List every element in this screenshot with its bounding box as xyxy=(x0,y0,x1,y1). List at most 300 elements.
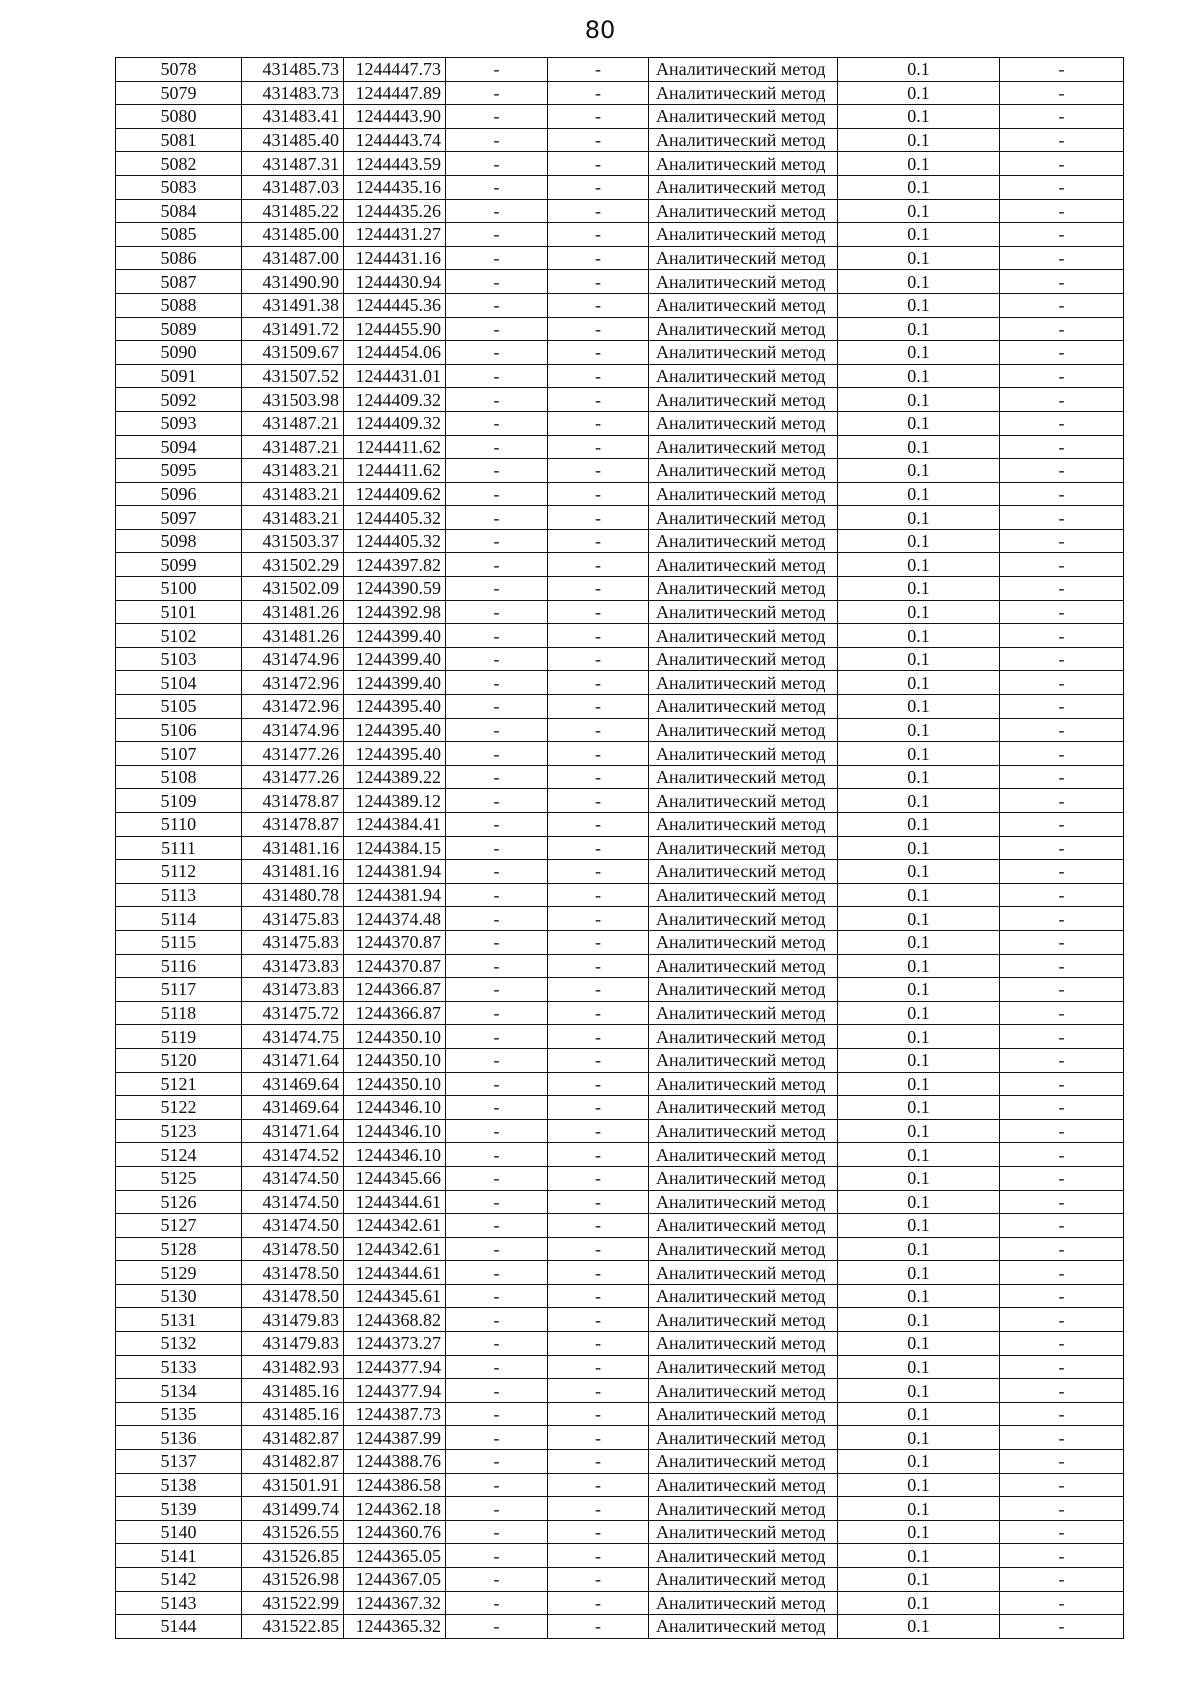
dash-cell: - xyxy=(548,1520,649,1544)
method-cell: Аналитический метод xyxy=(649,1402,838,1426)
method-cell: Аналитический метод xyxy=(649,1143,838,1167)
x-coordinate: 431478.50 xyxy=(242,1237,344,1261)
x-coordinate: 431483.21 xyxy=(242,506,344,530)
point-number: 5081 xyxy=(116,128,242,152)
dash-cell: - xyxy=(548,1497,649,1521)
table-row xyxy=(116,1190,1124,1214)
table-row xyxy=(116,907,1124,931)
y-coordinate: 1244431.27 xyxy=(344,223,446,247)
dash-cell: - xyxy=(548,246,649,270)
y-coordinate: 1244395.40 xyxy=(344,695,446,719)
dash-cell: - xyxy=(548,1544,649,1568)
accuracy-value: 0.1 xyxy=(838,1072,1000,1096)
dash-cell: - xyxy=(1000,930,1124,954)
table-row xyxy=(116,978,1124,1002)
method-cell: Аналитический метод xyxy=(649,978,838,1002)
y-coordinate: 1244397.82 xyxy=(344,553,446,577)
method-cell: Аналитический метод xyxy=(649,813,838,837)
dash-cell: - xyxy=(1000,1568,1124,1592)
table-row xyxy=(116,223,1124,247)
dash-cell: - xyxy=(1000,765,1124,789)
dash-cell: - xyxy=(548,105,649,129)
dash-cell: - xyxy=(548,954,649,978)
point-number: 5125 xyxy=(116,1166,242,1190)
dash-cell: - xyxy=(1000,199,1124,223)
x-coordinate: 431482.87 xyxy=(242,1426,344,1450)
dash-cell: - xyxy=(1000,742,1124,766)
y-coordinate: 1244368.82 xyxy=(344,1308,446,1332)
y-coordinate: 1244374.48 xyxy=(344,907,446,931)
accuracy-value: 0.1 xyxy=(838,1308,1000,1332)
point-number: 5082 xyxy=(116,152,242,176)
point-number: 5116 xyxy=(116,954,242,978)
dash-cell: - xyxy=(1000,954,1124,978)
method-cell: Аналитический метод xyxy=(649,930,838,954)
y-coordinate: 1244411.62 xyxy=(344,435,446,459)
y-coordinate: 1244386.58 xyxy=(344,1473,446,1497)
point-number: 5103 xyxy=(116,647,242,671)
dash-cell: - xyxy=(548,930,649,954)
dash-cell: - xyxy=(446,199,548,223)
dash-cell: - xyxy=(1000,223,1124,247)
dash-cell: - xyxy=(446,1190,548,1214)
accuracy-value: 0.1 xyxy=(838,813,1000,837)
dash-cell: - xyxy=(446,978,548,1002)
dash-cell: - xyxy=(446,1520,548,1544)
table-row xyxy=(116,293,1124,317)
x-coordinate: 431526.55 xyxy=(242,1520,344,1544)
x-coordinate: 431501.91 xyxy=(242,1473,344,1497)
method-cell: Аналитический метод xyxy=(649,364,838,388)
dash-cell: - xyxy=(446,1379,548,1403)
method-cell: Аналитический метод xyxy=(649,671,838,695)
accuracy-value: 0.1 xyxy=(838,317,1000,341)
dash-cell: - xyxy=(446,317,548,341)
dash-cell: - xyxy=(1000,1332,1124,1356)
dash-cell: - xyxy=(446,105,548,129)
accuracy-value: 0.1 xyxy=(838,789,1000,813)
accuracy-value: 0.1 xyxy=(838,459,1000,483)
dash-cell: - xyxy=(548,883,649,907)
dash-cell: - xyxy=(446,388,548,412)
x-coordinate: 431487.21 xyxy=(242,435,344,459)
dash-cell: - xyxy=(548,1450,649,1474)
point-number: 5113 xyxy=(116,883,242,907)
dash-cell: - xyxy=(1000,1284,1124,1308)
accuracy-value: 0.1 xyxy=(838,435,1000,459)
method-cell: Аналитический метод xyxy=(649,317,838,341)
x-coordinate: 431485.16 xyxy=(242,1379,344,1403)
dash-cell: - xyxy=(548,152,649,176)
table-row xyxy=(116,1355,1124,1379)
method-cell: Аналитический метод xyxy=(649,1096,838,1120)
point-number: 5128 xyxy=(116,1237,242,1261)
table-row xyxy=(116,364,1124,388)
dash-cell: - xyxy=(548,1001,649,1025)
dash-cell: - xyxy=(548,907,649,931)
point-number: 5117 xyxy=(116,978,242,1002)
dash-cell: - xyxy=(548,1025,649,1049)
dash-cell: - xyxy=(1000,1025,1124,1049)
y-coordinate: 1244365.05 xyxy=(344,1544,446,1568)
method-cell: Аналитический метод xyxy=(649,1379,838,1403)
method-cell: Аналитический метод xyxy=(649,742,838,766)
dash-cell: - xyxy=(446,671,548,695)
x-coordinate: 431526.98 xyxy=(242,1568,344,1592)
dash-cell: - xyxy=(548,388,649,412)
dash-cell: - xyxy=(446,175,548,199)
method-cell: Аналитический метод xyxy=(649,1355,838,1379)
method-cell: Аналитический метод xyxy=(649,1332,838,1356)
table-row xyxy=(116,860,1124,884)
table-row xyxy=(116,1473,1124,1497)
method-cell: Аналитический метод xyxy=(649,1591,838,1615)
dash-cell: - xyxy=(1000,718,1124,742)
dash-cell: - xyxy=(446,1544,548,1568)
dash-cell: - xyxy=(446,1048,548,1072)
x-coordinate: 431485.16 xyxy=(242,1402,344,1426)
method-cell: Аналитический метод xyxy=(649,199,838,223)
dash-cell: - xyxy=(446,1332,548,1356)
dash-cell: - xyxy=(1000,435,1124,459)
method-cell: Аналитический метод xyxy=(649,883,838,907)
y-coordinate: 1244389.12 xyxy=(344,789,446,813)
method-cell: Аналитический метод xyxy=(649,1001,838,1025)
method-cell: Аналитический метод xyxy=(649,1166,838,1190)
y-coordinate: 1244384.41 xyxy=(344,813,446,837)
accuracy-value: 0.1 xyxy=(838,128,1000,152)
point-number: 5127 xyxy=(116,1214,242,1238)
y-coordinate: 1244381.94 xyxy=(344,860,446,884)
table-row xyxy=(116,1308,1124,1332)
accuracy-value: 0.1 xyxy=(838,1025,1000,1049)
dash-cell: - xyxy=(1000,1143,1124,1167)
dash-cell: - xyxy=(1000,836,1124,860)
accuracy-value: 0.1 xyxy=(838,1261,1000,1285)
dash-cell: - xyxy=(446,1568,548,1592)
point-number: 5124 xyxy=(116,1143,242,1167)
method-cell: Аналитический метод xyxy=(649,506,838,530)
dash-cell: - xyxy=(1000,411,1124,435)
point-number: 5143 xyxy=(116,1591,242,1615)
dash-cell: - xyxy=(1000,1214,1124,1238)
accuracy-value: 0.1 xyxy=(838,1426,1000,1450)
dash-cell: - xyxy=(1000,1497,1124,1521)
table-row xyxy=(116,600,1124,624)
table-row xyxy=(116,411,1124,435)
dash-cell: - xyxy=(446,647,548,671)
point-number: 5136 xyxy=(116,1426,242,1450)
point-number: 5120 xyxy=(116,1048,242,1072)
dash-cell: - xyxy=(446,1214,548,1238)
dash-cell: - xyxy=(1000,1379,1124,1403)
point-number: 5105 xyxy=(116,695,242,719)
dash-cell: - xyxy=(548,1237,649,1261)
dash-cell: - xyxy=(446,1096,548,1120)
dash-cell: - xyxy=(548,765,649,789)
method-cell: Аналитический метод xyxy=(649,1497,838,1521)
x-coordinate: 431499.74 xyxy=(242,1497,344,1521)
accuracy-value: 0.1 xyxy=(838,81,1000,105)
dash-cell: - xyxy=(1000,459,1124,483)
y-coordinate: 1244399.40 xyxy=(344,671,446,695)
dash-cell: - xyxy=(1000,1001,1124,1025)
table-row xyxy=(116,695,1124,719)
dash-cell: - xyxy=(446,435,548,459)
x-coordinate: 431487.31 xyxy=(242,152,344,176)
dash-cell: - xyxy=(548,1119,649,1143)
method-cell: Аналитический метод xyxy=(649,1025,838,1049)
point-number: 5122 xyxy=(116,1096,242,1120)
x-coordinate: 431481.26 xyxy=(242,624,344,648)
x-coordinate: 431483.41 xyxy=(242,105,344,129)
table-row xyxy=(116,1072,1124,1096)
dash-cell: - xyxy=(1000,152,1124,176)
x-coordinate: 431480.78 xyxy=(242,883,344,907)
accuracy-value: 0.1 xyxy=(838,978,1000,1002)
table-row xyxy=(116,1402,1124,1426)
method-cell: Аналитический метод xyxy=(649,1214,838,1238)
dash-cell: - xyxy=(446,506,548,530)
table-row xyxy=(116,81,1124,105)
y-coordinate: 1244387.73 xyxy=(344,1402,446,1426)
accuracy-value: 0.1 xyxy=(838,1568,1000,1592)
table-row xyxy=(116,317,1124,341)
x-coordinate: 431479.83 xyxy=(242,1332,344,1356)
y-coordinate: 1244345.66 xyxy=(344,1166,446,1190)
dash-cell: - xyxy=(548,553,649,577)
point-number: 5138 xyxy=(116,1473,242,1497)
dash-cell: - xyxy=(548,223,649,247)
x-coordinate: 431481.26 xyxy=(242,600,344,624)
table-row xyxy=(116,718,1124,742)
x-coordinate: 431491.38 xyxy=(242,293,344,317)
accuracy-value: 0.1 xyxy=(838,1355,1000,1379)
method-cell: Аналитический метод xyxy=(649,1119,838,1143)
point-number: 5088 xyxy=(116,293,242,317)
x-coordinate: 431472.96 xyxy=(242,695,344,719)
dash-cell: - xyxy=(446,293,548,317)
dash-cell: - xyxy=(1000,1473,1124,1497)
point-number: 5110 xyxy=(116,813,242,837)
dash-cell: - xyxy=(446,1402,548,1426)
x-coordinate: 431474.75 xyxy=(242,1025,344,1049)
table-row xyxy=(116,1591,1124,1615)
x-coordinate: 431474.96 xyxy=(242,718,344,742)
method-cell: Аналитический метод xyxy=(649,152,838,176)
method-cell: Аналитический метод xyxy=(649,1473,838,1497)
accuracy-value: 0.1 xyxy=(838,152,1000,176)
accuracy-value: 0.1 xyxy=(838,600,1000,624)
y-coordinate: 1244377.94 xyxy=(344,1379,446,1403)
dash-cell: - xyxy=(548,577,649,601)
dash-cell: - xyxy=(548,317,649,341)
point-number: 5099 xyxy=(116,553,242,577)
x-coordinate: 431526.85 xyxy=(242,1544,344,1568)
y-coordinate: 1244409.62 xyxy=(344,482,446,506)
accuracy-value: 0.1 xyxy=(838,930,1000,954)
dash-cell: - xyxy=(1000,529,1124,553)
dash-cell: - xyxy=(548,813,649,837)
y-coordinate: 1244430.94 xyxy=(344,270,446,294)
x-coordinate: 431474.52 xyxy=(242,1143,344,1167)
y-coordinate: 1244365.32 xyxy=(344,1615,446,1639)
point-number: 5092 xyxy=(116,388,242,412)
table-row xyxy=(116,459,1124,483)
dash-cell: - xyxy=(548,1308,649,1332)
dash-cell: - xyxy=(1000,671,1124,695)
y-coordinate: 1244367.32 xyxy=(344,1591,446,1615)
dash-cell: - xyxy=(548,175,649,199)
dash-cell: - xyxy=(1000,246,1124,270)
y-coordinate: 1244395.40 xyxy=(344,742,446,766)
dash-cell: - xyxy=(1000,600,1124,624)
y-coordinate: 1244443.59 xyxy=(344,152,446,176)
dash-cell: - xyxy=(446,907,548,931)
accuracy-value: 0.1 xyxy=(838,695,1000,719)
point-number: 5121 xyxy=(116,1072,242,1096)
y-coordinate: 1244447.89 xyxy=(344,81,446,105)
page-number: 80 xyxy=(584,16,616,44)
table-row xyxy=(116,246,1124,270)
table-row xyxy=(116,1284,1124,1308)
table-row xyxy=(116,1119,1124,1143)
dash-cell: - xyxy=(446,624,548,648)
point-number: 5115 xyxy=(116,930,242,954)
y-coordinate: 1244405.32 xyxy=(344,529,446,553)
dash-cell: - xyxy=(548,836,649,860)
accuracy-value: 0.1 xyxy=(838,1379,1000,1403)
y-coordinate: 1244388.76 xyxy=(344,1450,446,1474)
dash-cell: - xyxy=(548,1355,649,1379)
y-coordinate: 1244381.94 xyxy=(344,883,446,907)
point-number: 5139 xyxy=(116,1497,242,1521)
method-cell: Аналитический метод xyxy=(649,1237,838,1261)
dash-cell: - xyxy=(1000,553,1124,577)
dash-cell: - xyxy=(446,836,548,860)
accuracy-value: 0.1 xyxy=(838,482,1000,506)
y-coordinate: 1244344.61 xyxy=(344,1190,446,1214)
method-cell: Аналитический метод xyxy=(649,1308,838,1332)
dash-cell: - xyxy=(548,1190,649,1214)
dash-cell: - xyxy=(446,1284,548,1308)
dash-cell: - xyxy=(1000,647,1124,671)
point-number: 5084 xyxy=(116,199,242,223)
x-coordinate: 431474.96 xyxy=(242,647,344,671)
table-row xyxy=(116,1025,1124,1049)
x-coordinate: 431478.87 xyxy=(242,789,344,813)
coordinates-table xyxy=(115,57,1124,1639)
dash-cell: - xyxy=(1000,175,1124,199)
accuracy-value: 0.1 xyxy=(838,293,1000,317)
y-coordinate: 1244435.26 xyxy=(344,199,446,223)
accuracy-value: 0.1 xyxy=(838,1284,1000,1308)
dash-cell: - xyxy=(446,1615,548,1639)
x-coordinate: 431490.90 xyxy=(242,270,344,294)
method-cell: Аналитический метод xyxy=(649,1520,838,1544)
x-coordinate: 431485.22 xyxy=(242,199,344,223)
accuracy-value: 0.1 xyxy=(838,175,1000,199)
method-cell: Аналитический метод xyxy=(649,1048,838,1072)
table-row xyxy=(116,1544,1124,1568)
dash-cell: - xyxy=(446,1261,548,1285)
table-row xyxy=(116,1048,1124,1072)
accuracy-value: 0.1 xyxy=(838,718,1000,742)
dash-cell: - xyxy=(1000,1544,1124,1568)
x-coordinate: 431482.93 xyxy=(242,1355,344,1379)
dash-cell: - xyxy=(1000,1520,1124,1544)
table-row xyxy=(116,1520,1124,1544)
accuracy-value: 0.1 xyxy=(838,1001,1000,1025)
point-number: 5135 xyxy=(116,1402,242,1426)
x-coordinate: 431485.40 xyxy=(242,128,344,152)
method-cell: Аналитический метод xyxy=(649,1450,838,1474)
dash-cell: - xyxy=(1000,1261,1124,1285)
dash-cell: - xyxy=(1000,1166,1124,1190)
dash-cell: - xyxy=(446,1473,548,1497)
method-cell: Аналитический метод xyxy=(649,341,838,365)
dash-cell: - xyxy=(446,1025,548,1049)
x-coordinate: 431471.64 xyxy=(242,1048,344,1072)
dash-cell: - xyxy=(548,81,649,105)
point-number: 5126 xyxy=(116,1190,242,1214)
table-row xyxy=(116,152,1124,176)
point-number: 5144 xyxy=(116,1615,242,1639)
dash-cell: - xyxy=(446,411,548,435)
x-coordinate: 431483.21 xyxy=(242,459,344,483)
point-number: 5087 xyxy=(116,270,242,294)
dash-cell: - xyxy=(446,81,548,105)
dash-cell: - xyxy=(1000,883,1124,907)
table-row xyxy=(116,789,1124,813)
point-number: 5106 xyxy=(116,718,242,742)
y-coordinate: 1244390.59 xyxy=(344,577,446,601)
accuracy-value: 0.1 xyxy=(838,883,1000,907)
table-row xyxy=(116,577,1124,601)
dash-cell: - xyxy=(446,58,548,82)
x-coordinate: 431473.83 xyxy=(242,978,344,1002)
dash-cell: - xyxy=(548,647,649,671)
method-cell: Аналитический метод xyxy=(649,718,838,742)
dash-cell: - xyxy=(446,1426,548,1450)
accuracy-value: 0.1 xyxy=(838,199,1000,223)
dash-cell: - xyxy=(446,1355,548,1379)
point-number: 5101 xyxy=(116,600,242,624)
accuracy-value: 0.1 xyxy=(838,671,1000,695)
dash-cell: - xyxy=(1000,1308,1124,1332)
x-coordinate: 431474.50 xyxy=(242,1166,344,1190)
dash-cell: - xyxy=(446,860,548,884)
dash-cell: - xyxy=(548,600,649,624)
method-cell: Аналитический метод xyxy=(649,175,838,199)
dash-cell: - xyxy=(1000,1119,1124,1143)
dash-cell: - xyxy=(548,695,649,719)
dash-cell: - xyxy=(548,860,649,884)
dash-cell: - xyxy=(548,1072,649,1096)
y-coordinate: 1244346.10 xyxy=(344,1143,446,1167)
method-cell: Аналитический метод xyxy=(649,459,838,483)
y-coordinate: 1244370.87 xyxy=(344,954,446,978)
method-cell: Аналитический метод xyxy=(649,105,838,129)
point-number: 5114 xyxy=(116,907,242,931)
accuracy-value: 0.1 xyxy=(838,1214,1000,1238)
dash-cell: - xyxy=(1000,860,1124,884)
dash-cell: - xyxy=(446,954,548,978)
dash-cell: - xyxy=(548,1402,649,1426)
accuracy-value: 0.1 xyxy=(838,1190,1000,1214)
table-row xyxy=(116,58,1124,82)
dash-cell: - xyxy=(446,600,548,624)
